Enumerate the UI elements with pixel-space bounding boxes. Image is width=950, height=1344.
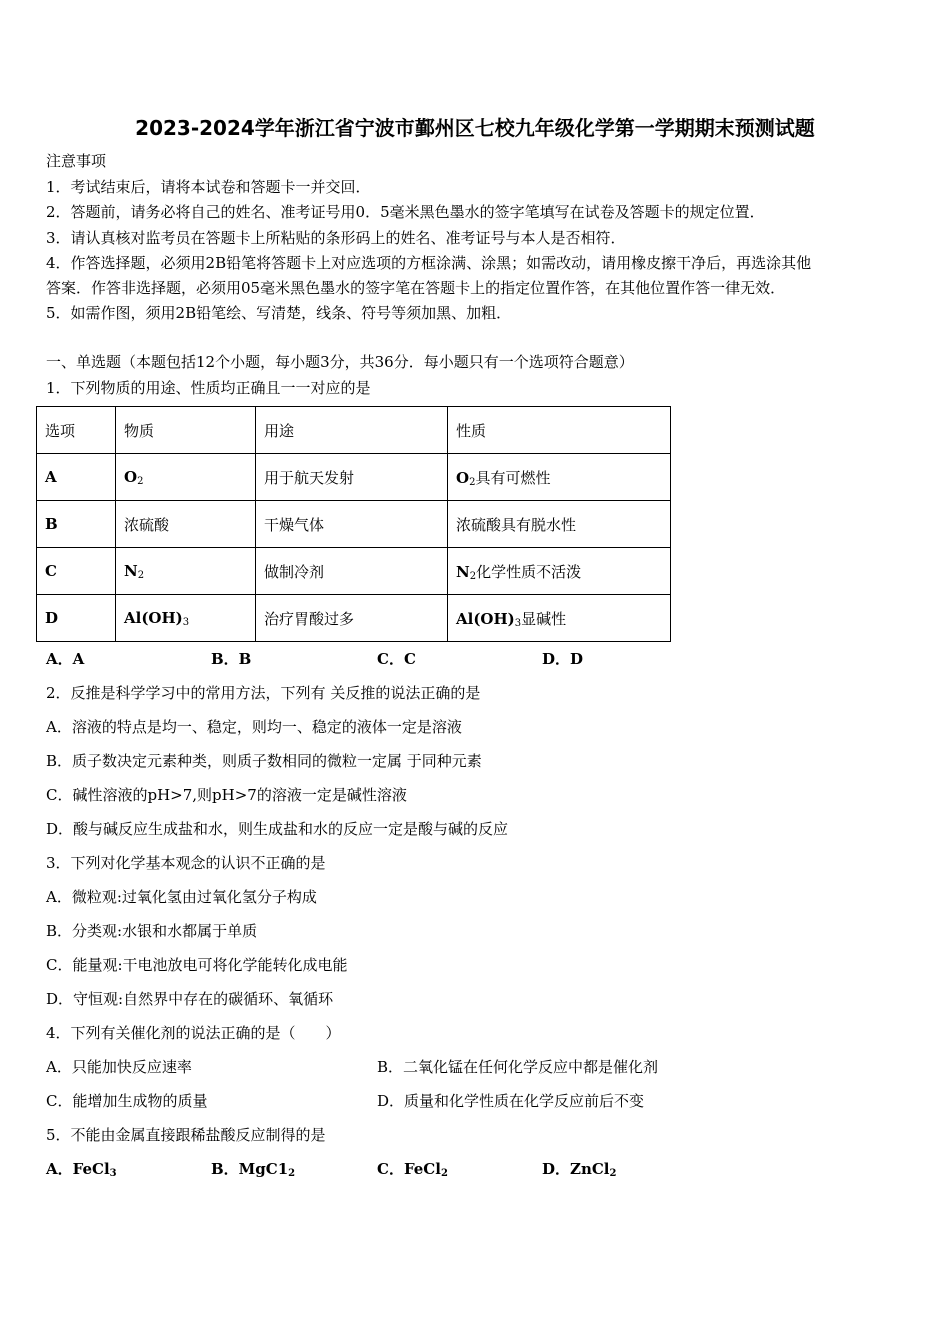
q5-stem: 5．不能由金属直接跟稀盐酸反应制得的是 <box>46 1126 326 1144</box>
q4-option-a[interactable]: A．只能加快反应速率 <box>46 1058 192 1076</box>
table-header-row <box>37 407 671 454</box>
notice-heading: 注意事项 <box>46 152 107 170</box>
row-property: $Al(OH)_3$显碱性 <box>448 595 671 642</box>
row-use: 治疗胃酸过多 <box>256 595 448 642</box>
q4-option-b[interactable]: B．二氧化锰在任何化学反应中都是催化剂 <box>377 1058 659 1076</box>
notice-item-2: 2．答题前，请务必将自己的姓名、准考证号用0．5毫米黑色墨水的签字笔填写在试卷及答题卡的规定位置． <box>46 203 765 221</box>
row-substance: $N_2$ <box>116 548 256 595</box>
section-heading: 一、单选题（本题包括12个小题，每小题3分，共36分．每小题只有一个选项符合题意） <box>46 353 634 371</box>
notice-item-5: 5．如需作图，须用2B铅笔绘、写清楚，线条、符号等须加黑、加粗． <box>46 304 512 322</box>
page-title: 2023-2024学年浙江省宁波市鄞州区七校九年级化学第一学期期末预测试题 <box>135 116 815 140</box>
row-substance: $O_2$ <box>116 454 256 501</box>
header-substance: 物质 <box>116 407 256 454</box>
table-row <box>37 454 671 501</box>
q5-option-b[interactable]: B．$MgC1_2$ <box>211 1160 296 1179</box>
q2-option-c[interactable]: C．碱性溶液的pH>7,则pH>7的溶液一定是碱性溶液 <box>46 786 407 804</box>
row-property: 浓硫酸具有脱水性 <box>448 501 671 548</box>
q1-choice-d[interactable]: D．D <box>542 650 584 668</box>
q1-table <box>36 406 671 642</box>
row-option: D <box>37 595 116 642</box>
notice-item-4-cont: 答案．作答非选择题，必须用05毫米黑色墨水的签字笔在答题卡上的指定位置作答，在其他位置作答一律无效． <box>46 279 786 297</box>
q1-choice-c[interactable]: C．C <box>377 650 416 668</box>
row-substance: $Al(OH)_3$ <box>116 595 256 642</box>
header-option: 选项 <box>37 407 116 454</box>
q4-stem: 4．下列有关催化剂的说法正确的是（ ） <box>46 1024 341 1042</box>
header-use: 用途 <box>256 407 448 454</box>
q2-option-a[interactable]: A．溶液的特点是均一、稳定，则均一、稳定的液体一定是溶液 <box>46 718 462 736</box>
row-property: $N_2$化学性质不活泼 <box>448 548 671 595</box>
row-use: 做制冷剂 <box>256 548 448 595</box>
q3-option-b[interactable]: B．分类观:水银和水都属于单质 <box>46 922 258 940</box>
q1-choice-a[interactable]: A．A <box>46 650 85 668</box>
table-row <box>37 548 671 595</box>
notice-item-3: 3．请认真核对监考员在答题卡上所粘贴的条形码上的姓名、准考证号与本人是否相符． <box>46 229 626 247</box>
row-use: 干燥气体 <box>256 501 448 548</box>
q5-option-d[interactable]: D．ZnCl$_2$ <box>542 1160 617 1179</box>
q2-option-d[interactable]: D．酸与碱反应生成盐和水，则生成盐和水的反应一定是酸与碱的反应 <box>46 820 509 838</box>
row-option: B <box>37 501 116 548</box>
q3-option-a[interactable]: A．微粒观:过氧化氢由过氧化氢分子构成 <box>46 888 317 906</box>
q4-option-d[interactable]: D．质量和化学性质在化学反应前后不变 <box>377 1092 645 1110</box>
q4-option-c[interactable]: C．能增加生成物的质量 <box>46 1092 208 1110</box>
row-option: A <box>37 454 116 501</box>
notice-item-4: 4．作答选择题，必须用2B铅笔将答题卡上对应选项的方框涂满、涂黑；如需改动，请用橡皮擦干净后，再选涂其他 <box>46 254 812 272</box>
q3-option-d[interactable]: D．守恒观:自然界中存在的碳循环、氧循环 <box>46 990 334 1008</box>
q1-choice-b[interactable]: B．B <box>211 650 252 668</box>
row-property: $O_2$具有可燃性 <box>448 454 671 501</box>
header-property: 性质 <box>448 407 671 454</box>
q3-stem: 3．下列对化学基本观念的认识不正确的是 <box>46 854 326 872</box>
row-use: 用于航天发射 <box>256 454 448 501</box>
row-substance: 浓硫酸 <box>116 501 256 548</box>
q5-option-a[interactable]: A．FeCl$_3$ <box>46 1160 117 1179</box>
q2-option-b[interactable]: B．质子数决定元素种类，则质子数相同的微粒一定属 于同种元素 <box>46 752 482 770</box>
q2-stem: 2．反推是科学学习中的常用方法，下列有 关反推的说法正确的是 <box>46 684 481 702</box>
q3-option-c[interactable]: C．能量观:干电池放电可将化学能转化成电能 <box>46 956 348 974</box>
row-option: C <box>37 548 116 595</box>
q1-stem: 1．下列物质的用途、性质均正确且一一对应的是 <box>46 379 371 397</box>
notice-item-1: 1．考试结束后，请将本试卷和答题卡一并交回． <box>46 178 371 196</box>
table-row <box>37 501 671 548</box>
q5-option-c[interactable]: C．FeCl$_2$ <box>377 1160 448 1179</box>
table-row <box>37 595 671 642</box>
